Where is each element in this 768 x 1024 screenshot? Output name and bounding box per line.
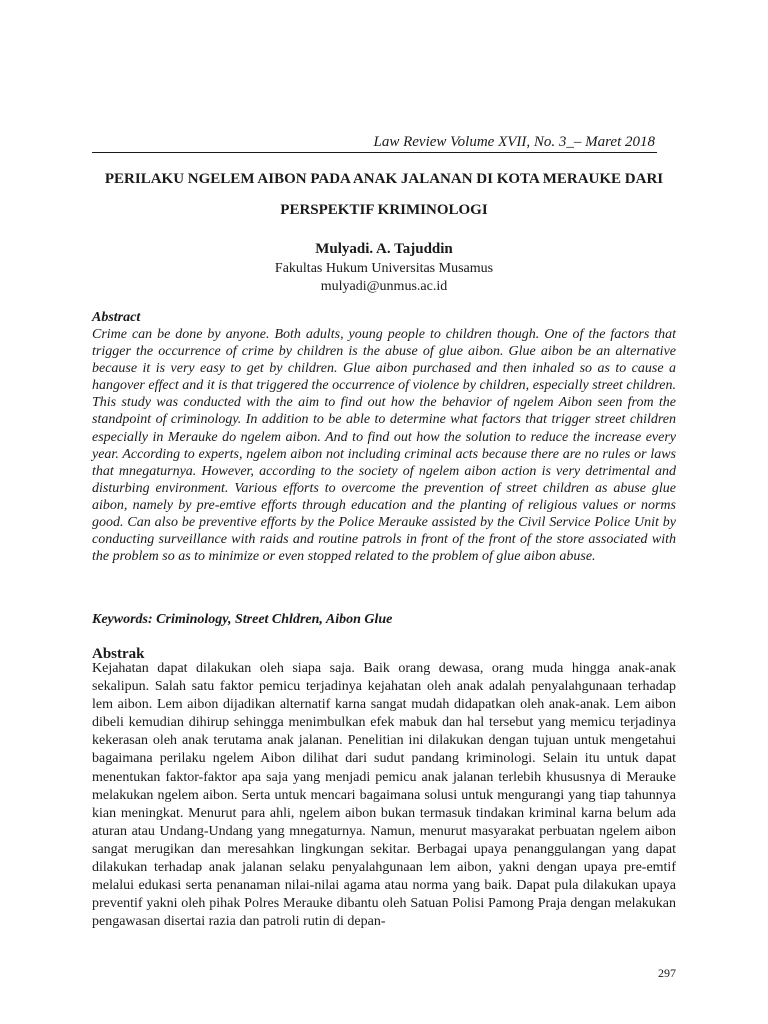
article-title: PERILAKU NGELEM AIBON PADA ANAK JALANAN DI KOTA MERAUKE DARI PERSPEKTIF KRIMINOLOGI — [104, 171, 664, 218]
author-email: mulyadi@unmus.ac.id — [320, 279, 448, 294]
running-head: Law Review Volume XVII, No. 3_– Maret 2018 — [92, 131, 657, 153]
page-number: 297 — [658, 966, 676, 980]
keywords: Keywords: Criminology, Street Chldren, Aibon Glue — [92, 612, 393, 627]
abstrak-heading: Abstrak — [92, 646, 145, 662]
abstract-text: Crime can be done by anyone. Both adults, young people to children though. One of the factors that trigger the occurrence of crime by children is the abuse of glue aibon. Glue aibon be an alternative because it is very easy to get by children. Glue aibon purchased and then inhaled so as to cause a hangover effect and it is that triggered the occurrence of violence by children, especially street children. This study was conducted with the aim to find out how the behavior of ngelem Aibon seen from the standpoint of criminology. In addition to be able to determine what factors that trigger street children especially in Merauke do ngelem aibon. And to find out how the solution to reduce the increase every year. According to experts, ngelem aibon not including criminal acts because there are no rules or laws that mnegaturnya. However, according to the society of ngelem aibon action is very detrimental and disturbing environment. Various efforts to overcome the prevention of street children as abuse glue aibon, namely by pre-emtive efforts through education and the planting of religious values or norms good. Can also be preventive efforts by the Police Merauke assisted by the Civil Service Police Unit by conducting surveillance with raids and routine patrols in front of the front of the store associated with the problem so as to minimize or even stopped related to the problem of glue aibon abuse. — [92, 327, 676, 565]
author-name: Mulyadi. A. Tajuddin — [315, 241, 453, 257]
abstrak-text: Kejahatan dapat dilakukan oleh siapa saja. Baik orang dewasa, orang muda hingga anak-anak sekalipun. Salah satu faktor pemicu terjadinya kejahatan oleh anak adalah penyalahgunaan terhadap lem aibon. Lem aibon dijadikan alternatif karna sangat mudah didapatkan oleh anak-anak. Lem aibon dibeli kemudian dihirup sehingga menimbulkan efek mabuk dan hal tersebut yang memicu terjadinya kekerasan oleh anak terutama anak jalanan. Penelitian ini dilakukan dengan tujuan untuk mengetahui bagaimana perilaku ngelem Aibon dilihat dari sudut pandang kriminologi. Selain itu untuk dapat menentukan faktor-faktor apa saja yang menjadi pemicu anak jalanan terlebih khususnya di Merauke melakukan ngelem aibon. Serta untuk mencari bagaimana solusi untuk mengurangi yang tiap tahunnya kian meningkat. Menurut para ahli, ngelem aibon bukan termasuk tindakan kriminal karna belum ada aturan atau Undang-Undang yang mnegaturnya. Namun, menurut masyarakat perbuatan ngelem aibon sangat merugikan dan meresahkan lingkungan sekitar. Berbagai upaya penanggulangan yang dapat dilakukan terhadap anak jalanan selaku penyalahgunaan lem aibon, yakni dengan upaya pre-emtif melalui edukasi serta penanaman nilai-nilai agama atau norma yang baik. Dapat pula dilakukan upaya preventif yakni oleh pihak Polres Merauke dibantu oleh Satuan Polisi Pamong Praja dengan melakukan pengawasan disertai razia dan patroli rutin di depan- — [92, 661, 676, 930]
abstract-heading: Abstract — [92, 310, 141, 325]
author-affiliation: Fakultas Hukum Universitas Musamus — [274, 261, 494, 276]
